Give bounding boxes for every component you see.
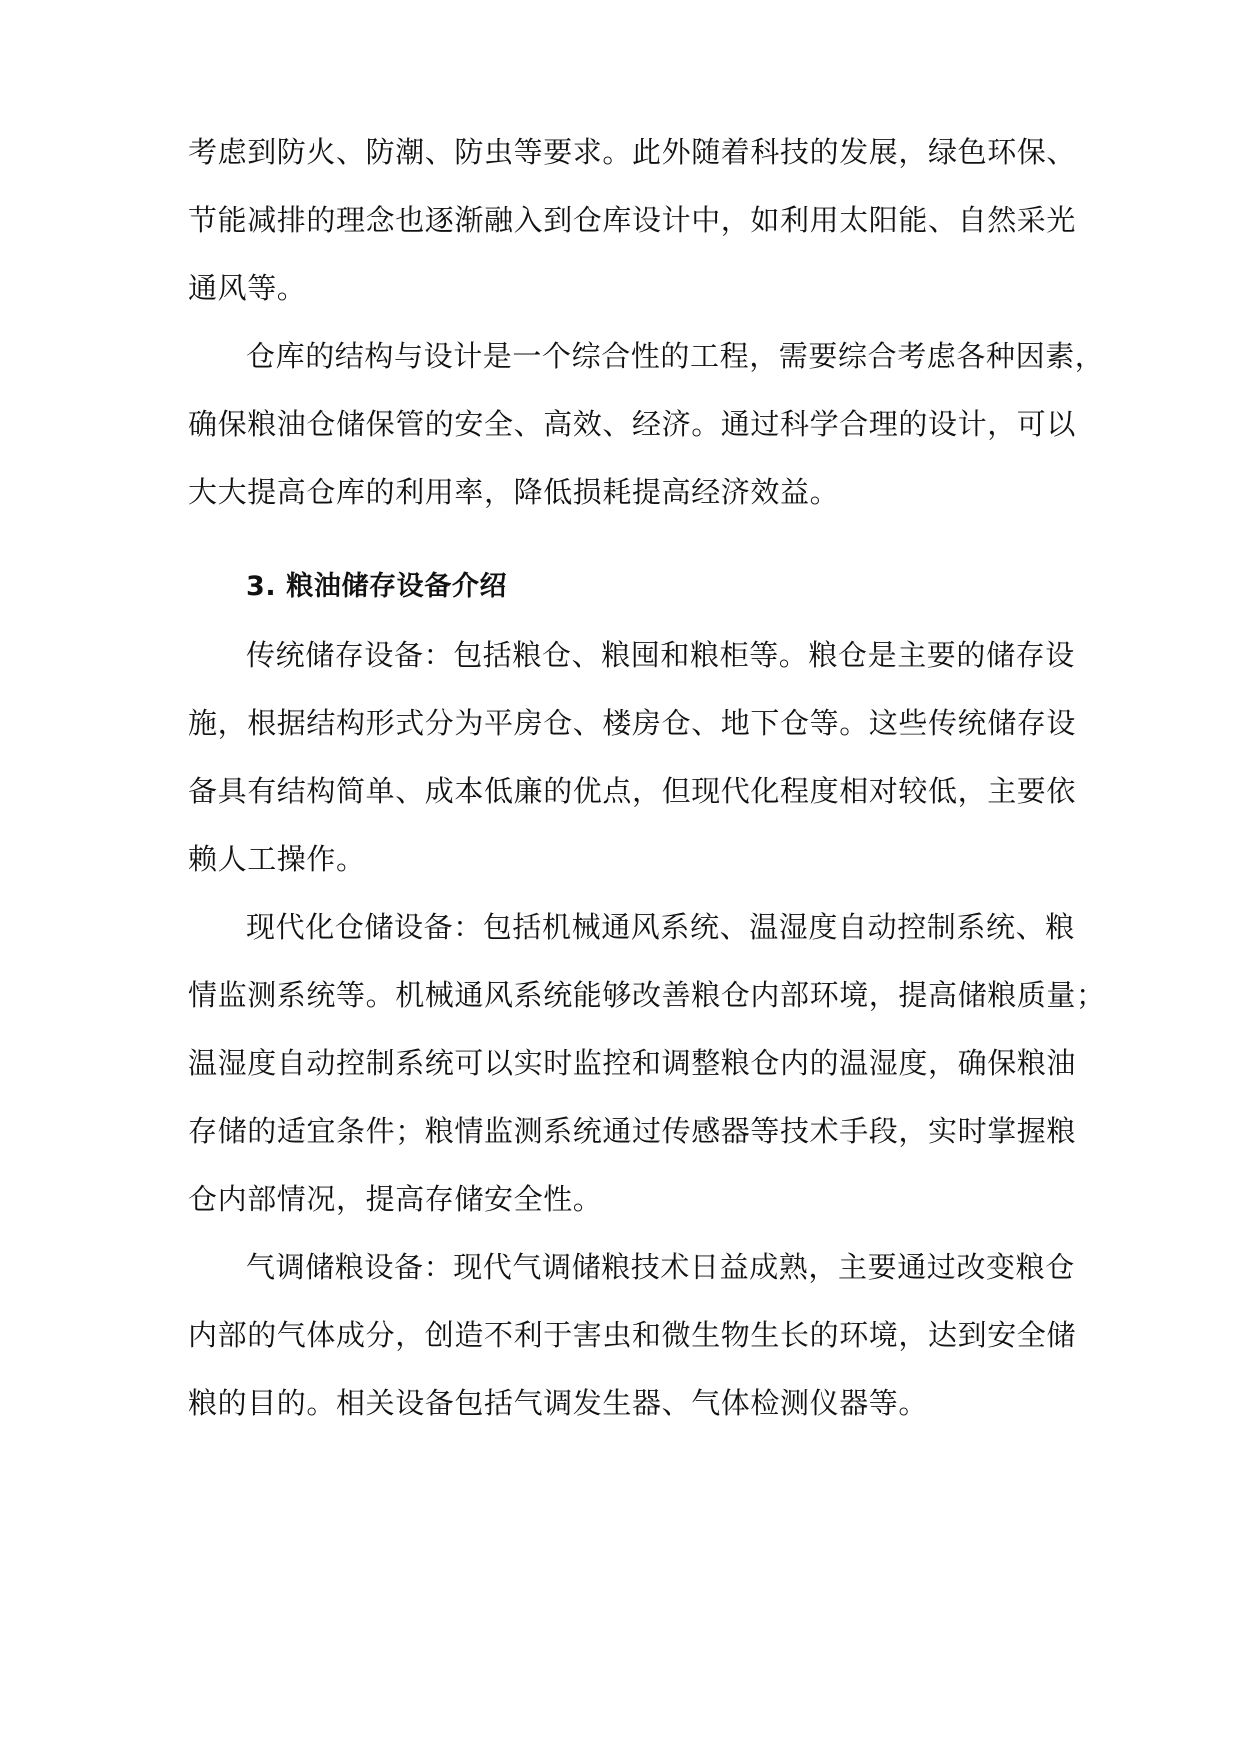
paragraph-line: 节能减排的理念也逐渐融入到仓库设计中，如利用太阳能、自然采光 bbox=[188, 203, 1077, 237]
paragraph-line: 内部的气体成分，创造不利于害虫和微生物生长的环境，达到安全储 bbox=[188, 1318, 1077, 1352]
paragraph-line: 仓库的结构与设计是一个综合性的工程，需要综合考虑各种因素， bbox=[246, 339, 1105, 373]
paragraph-line: 粮的目的。相关设备包括气调发生器、气体检测仪器等。 bbox=[188, 1386, 929, 1420]
paragraph-line: 仓内部情况，提高存储安全性。 bbox=[188, 1182, 603, 1216]
paragraph-line: 存储的适宜条件；粮情监测系统通过传感器等技术手段，实时掌握粮 bbox=[188, 1114, 1077, 1148]
paragraph-line: 现代化仓储设备：包括机械通风系统、温湿度自动控制系统、粮 bbox=[246, 910, 1075, 944]
paragraph-line: 考虑到防火、防潮、防虫等要求。此外随着科技的发展，绿色环保、 bbox=[188, 135, 1077, 169]
paragraph-line: 确保粮油仓储保管的安全、高效、经济。通过科学合理的设计，可以 bbox=[188, 407, 1077, 441]
paragraph-line: 赖人工操作。 bbox=[188, 842, 366, 876]
paragraph-line: 气调储粮设备：现代气调储粮技术日益成熟，主要通过改变粮仓 bbox=[246, 1250, 1075, 1284]
paragraph-line: 大大提高仓库的利用率，降低损耗提高经济效益。 bbox=[188, 475, 840, 509]
paragraph-line: 温湿度自动控制系统可以实时监控和调整粮仓内的温湿度，确保粮油 bbox=[188, 1046, 1077, 1080]
paragraph-line: 备具有结构简单、成本低廉的优点，但现代化程度相对较低，主要依 bbox=[188, 774, 1077, 808]
paragraph-line: 施，根据结构形式分为平房仓、楼房仓、地下仓等。这些传统储存设 bbox=[188, 706, 1077, 740]
paragraph-line: 情监测系统等。机械通风系统能够改善粮仓内部环境，提高储粮质量； bbox=[188, 978, 1106, 1012]
section-heading: 3. 粮油储存设备介绍 bbox=[246, 571, 508, 602]
paragraph-line: 传统储存设备：包括粮仓、粮囤和粮柜等。粮仓是主要的储存设 bbox=[246, 638, 1075, 672]
paragraph-line: 通风等。 bbox=[188, 271, 307, 305]
